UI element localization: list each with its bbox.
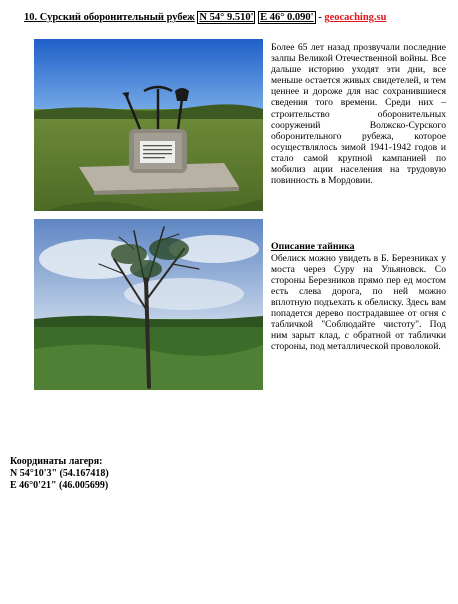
camp-north: N 54°10'3" (54.167418) xyxy=(10,468,109,479)
burnt-tree-photo xyxy=(34,219,263,390)
cache-heading: Описание тайника xyxy=(271,241,355,252)
geocaching-link[interactable]: geocaching.su xyxy=(324,12,387,23)
east-coordinate: E 46° 0.090' xyxy=(260,12,314,23)
cache-description: Обелиск можно увидеть в Б. Березниках у моста через Суру на Ульяновск. Со стороны Березников прямо пер ед мостом есть слева дорога, по ней можно вплотную подъехать к обелиску. Здесь вам попадется дерево пострадавшее от огня с табличкой "Соблюдайте чистоту". Под ним зарыт клад, с обратной от таблички стороны, под металлической проволокой. xyxy=(271,252,446,353)
north-coordinate: N 54° 9.510' xyxy=(199,12,254,23)
camp-east: E 46°0'21" (46.005699) xyxy=(10,480,109,491)
camp-label: Координаты лагеря: xyxy=(10,456,103,467)
camp-coordinates xyxy=(10,456,109,492)
title-prefix: 10. Сурский оборонительный рубеж xyxy=(24,12,195,23)
cache-section xyxy=(271,241,446,352)
history-description: Более 65 лет назад прозвучали последние залпы Великой Отечественной войны. Все дальше историю уходят эти дни, все меньше остается живых свидетелей, и тем ценнее и дороже для нас сохранившиеся сведения того времени. Среди них – строительство оборонительных сооружений Волжско-Сурского оборонительного рубежа, которое осуществлялось зимой 1941-1942 годов и стало самой крупной кампанией по мобилиз ации населения на трудовую повинность в Мордовии. xyxy=(271,42,446,187)
title-separator: - xyxy=(315,12,325,23)
monument-photo xyxy=(34,39,263,211)
page-title xyxy=(24,9,444,27)
